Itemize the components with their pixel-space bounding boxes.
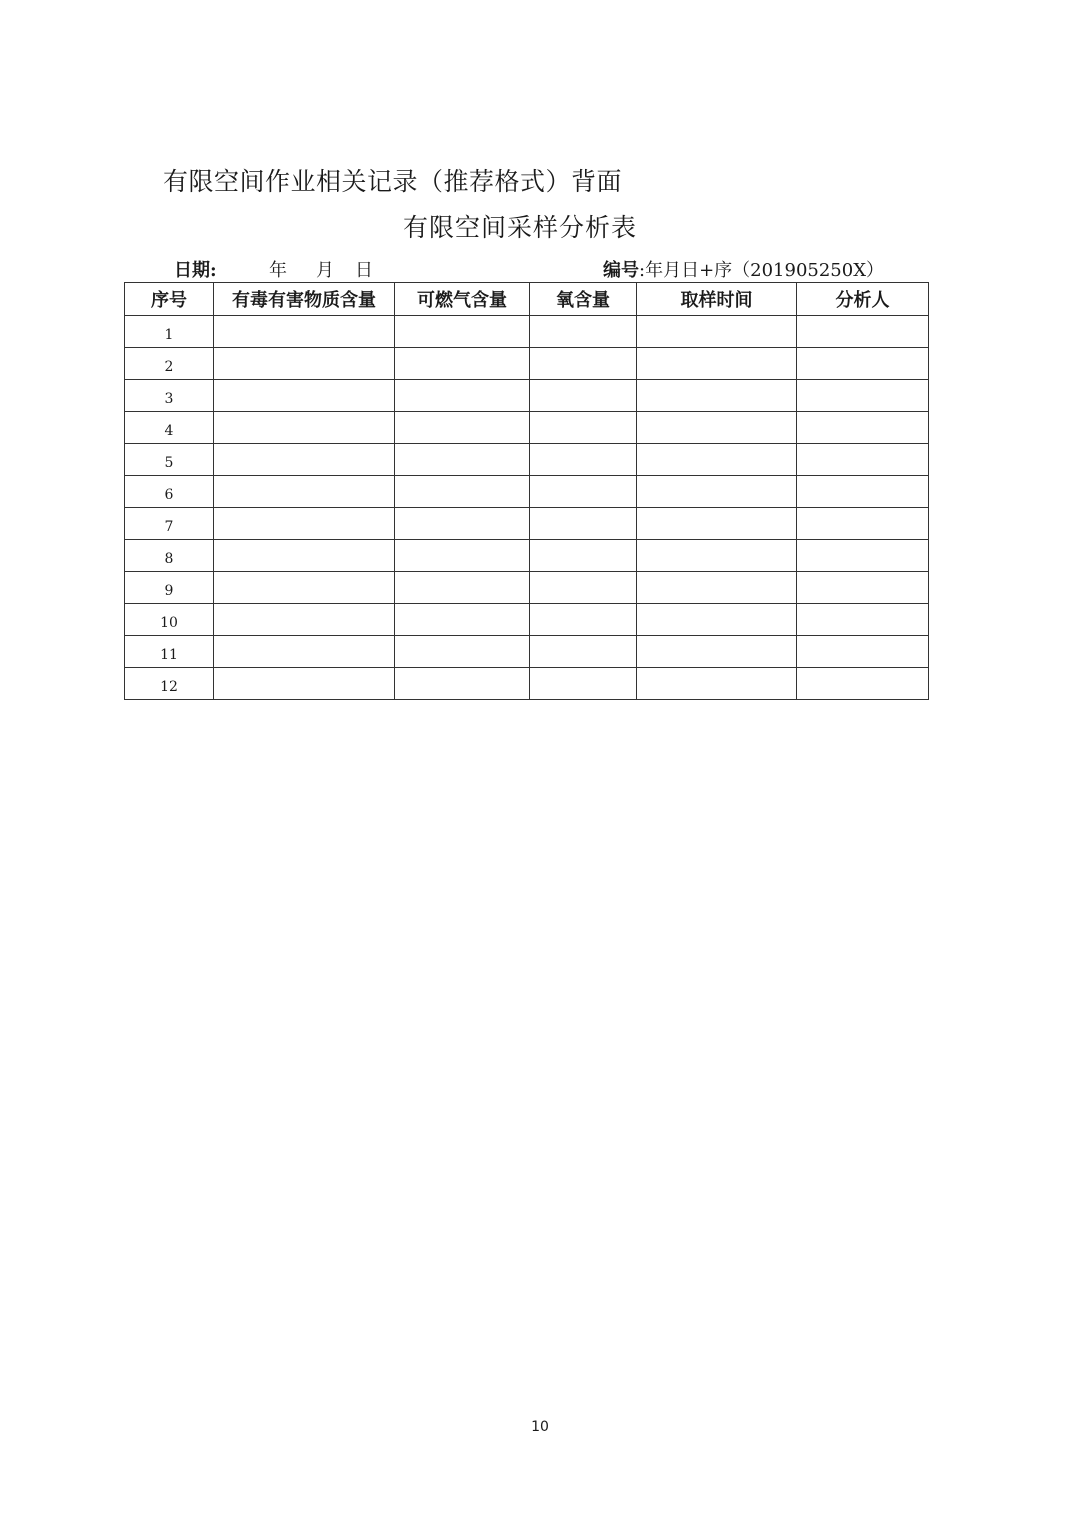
meta-line [124, 254, 928, 282]
cell-analyst [797, 604, 929, 636]
cell-combustible [395, 348, 530, 380]
cell-toxic [214, 380, 395, 412]
cell-toxic [214, 540, 395, 572]
cell-combustible [395, 380, 530, 412]
cell-time [637, 604, 797, 636]
cell-oxygen [530, 508, 637, 540]
cell-oxygen [530, 540, 637, 572]
cell-toxic [214, 316, 395, 348]
cell-combustible [395, 604, 530, 636]
row-seq: 11 [125, 636, 214, 668]
cell-combustible [395, 636, 530, 668]
header-combustible-content: 可燃气含量 [395, 283, 530, 316]
table-row [125, 380, 929, 412]
cell-time [637, 444, 797, 476]
header-seq: 序号 [125, 283, 214, 316]
row-seq: 9 [125, 572, 214, 604]
header-oxygen-content: 氧含量 [530, 283, 637, 316]
table-row [125, 316, 929, 348]
sampling-table [124, 282, 929, 700]
date-day-label: 日 [355, 260, 373, 281]
cell-time [637, 412, 797, 444]
cell-oxygen [530, 412, 637, 444]
cell-time [637, 508, 797, 540]
cell-time [637, 668, 797, 700]
cell-combustible [395, 444, 530, 476]
row-seq: 2 [125, 348, 214, 380]
date-label: 日期: [174, 260, 217, 281]
cell-analyst [797, 316, 929, 348]
page-number: 10 [531, 1419, 549, 1435]
cell-combustible [395, 572, 530, 604]
table-row [125, 540, 929, 572]
code-value: :年月日+序（201905250X） [639, 260, 885, 281]
cell-oxygen [530, 348, 637, 380]
cell-toxic [214, 348, 395, 380]
cell-combustible [395, 508, 530, 540]
table-row [125, 636, 929, 668]
cell-combustible [395, 476, 530, 508]
row-seq: 3 [125, 380, 214, 412]
cell-analyst [797, 540, 929, 572]
cell-oxygen [530, 604, 637, 636]
cell-time [637, 572, 797, 604]
cell-analyst [797, 380, 929, 412]
code-field [603, 256, 884, 282]
cell-analyst [797, 668, 929, 700]
date-month-label: 月 [316, 260, 334, 281]
table-row [125, 476, 929, 508]
cell-oxygen [530, 572, 637, 604]
table-row [125, 348, 929, 380]
cell-toxic [214, 412, 395, 444]
table-row [125, 508, 929, 540]
cell-time [637, 348, 797, 380]
table-row [125, 572, 929, 604]
cell-toxic [214, 572, 395, 604]
cell-analyst [797, 444, 929, 476]
table-row [125, 444, 929, 476]
header-analyst: 分析人 [797, 283, 929, 316]
cell-oxygen [530, 380, 637, 412]
header-row [125, 283, 929, 316]
row-seq: 6 [125, 476, 214, 508]
cell-oxygen [530, 636, 637, 668]
cell-analyst [797, 636, 929, 668]
row-seq: 5 [125, 444, 214, 476]
cell-toxic [214, 508, 395, 540]
cell-oxygen [530, 668, 637, 700]
row-seq: 4 [125, 412, 214, 444]
cell-analyst [797, 412, 929, 444]
cell-toxic [214, 604, 395, 636]
row-seq: 7 [125, 508, 214, 540]
cell-combustible [395, 316, 530, 348]
code-label: 编号 [603, 260, 639, 281]
cell-combustible [395, 412, 530, 444]
cell-time [637, 636, 797, 668]
cell-analyst [797, 572, 929, 604]
cell-time [637, 380, 797, 412]
document-heading: 有限空间作业相关记录（推荐格式）背面 [163, 167, 623, 196]
table-title: 有限空间采样分析表 [402, 213, 637, 242]
table-row [125, 668, 929, 700]
row-seq: 8 [125, 540, 214, 572]
table-row [125, 412, 929, 444]
cell-toxic [214, 668, 395, 700]
header-toxic-content: 有毒有害物质含量 [214, 283, 395, 316]
cell-time [637, 316, 797, 348]
cell-oxygen [530, 476, 637, 508]
cell-time [637, 476, 797, 508]
table-row [125, 604, 929, 636]
date-year-label: 年 [269, 260, 287, 281]
cell-combustible [395, 668, 530, 700]
cell-oxygen [530, 444, 637, 476]
cell-analyst [797, 508, 929, 540]
cell-toxic [214, 476, 395, 508]
cell-toxic [214, 636, 395, 668]
cell-analyst [797, 476, 929, 508]
cell-combustible [395, 540, 530, 572]
cell-time [637, 540, 797, 572]
cell-toxic [214, 444, 395, 476]
row-seq: 1 [125, 316, 214, 348]
header-sampling-time: 取样时间 [637, 283, 797, 316]
row-seq: 12 [125, 668, 214, 700]
row-seq: 10 [125, 604, 214, 636]
cell-analyst [797, 348, 929, 380]
cell-oxygen [530, 316, 637, 348]
